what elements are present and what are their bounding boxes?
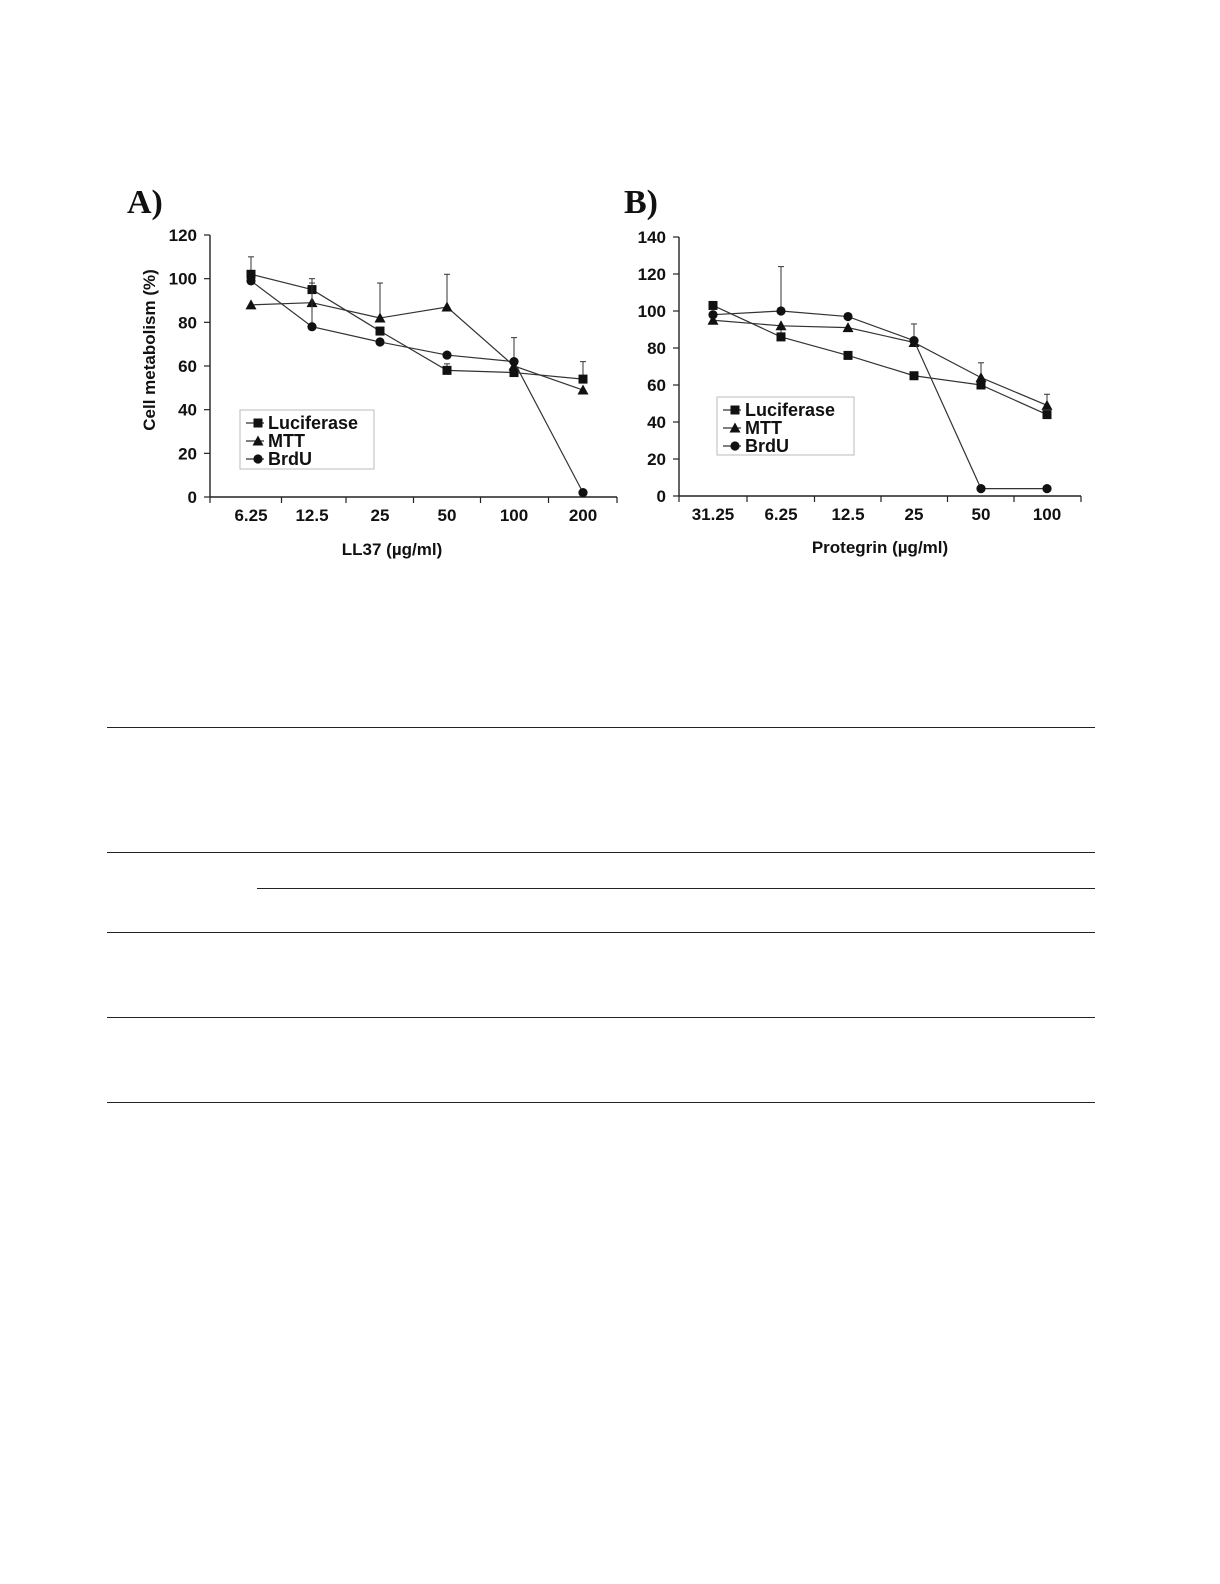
table-rule-bottom: [107, 1102, 1095, 1103]
y-tick-label: 60: [647, 376, 666, 395]
series-mtt: [246, 274, 589, 394]
data-point: [844, 351, 853, 360]
y-tick-label: 120: [637, 265, 666, 284]
series-line: [251, 274, 583, 379]
x-axis-title: Protegrin (µg/ml): [811, 538, 949, 557]
legend: [240, 410, 374, 469]
data-point: [1043, 410, 1052, 419]
x-tick-label: 100: [1032, 505, 1062, 524]
legend-marker: [254, 419, 263, 428]
chart-panel-b: [624, 184, 1081, 557]
y-tick-label: 0: [187, 488, 197, 507]
x-tick-label: 31.25: [691, 505, 735, 524]
data-point: [579, 375, 588, 384]
y-tick-label: 40: [647, 413, 666, 432]
x-tick-label: 12.5: [831, 505, 865, 524]
legend-label: BrdU: [745, 436, 789, 456]
x-tick-label: 50: [971, 505, 991, 524]
x-tick-label: 25: [904, 505, 924, 524]
data-point: [708, 310, 717, 319]
data-point: [976, 372, 987, 382]
series-brdu: [708, 267, 1051, 494]
data-point: [578, 385, 589, 395]
data-point: [709, 301, 718, 310]
x-tick-label: 12.5: [295, 506, 329, 525]
data-point: [376, 327, 385, 336]
table-rule-header: [107, 852, 1095, 853]
y-axis-title: Cell metabolism (%): [140, 269, 159, 431]
data-point: [375, 337, 384, 346]
legend-marker: [253, 454, 262, 463]
x-tick-label: 6.25: [234, 506, 268, 525]
panel-label: B): [624, 184, 658, 221]
data-point: [776, 306, 785, 315]
data-point: [1042, 484, 1051, 493]
data-point: [578, 488, 587, 497]
table-rule-top: [107, 727, 1095, 728]
y-tick-label: 40: [178, 400, 197, 420]
chart-panel-a: [127, 184, 617, 559]
legend-marker: [730, 441, 739, 450]
data-point: [246, 276, 255, 285]
panel-label: A): [127, 184, 163, 221]
y-tick-label: 60: [178, 357, 197, 376]
data-point: [1042, 400, 1053, 410]
legend-label: Luciferase: [745, 400, 836, 420]
x-axis-title: LL37 (µg/ml): [341, 540, 443, 559]
data-point: [509, 357, 518, 366]
table-rule-subheader: [257, 888, 1095, 889]
y-tick-label: 0: [656, 487, 666, 506]
data-point: [976, 484, 985, 493]
data-point: [442, 350, 451, 359]
data-point: [843, 312, 852, 321]
series-luciferase: [247, 257, 588, 384]
table-rule-row-1: [107, 932, 1095, 933]
legend: [717, 397, 854, 456]
data-point: [910, 371, 919, 380]
legend-marker: [731, 406, 740, 415]
legend-label: BrdU: [268, 449, 312, 469]
legend-label: MTT: [268, 431, 305, 451]
y-tick-label: 120: [168, 226, 197, 245]
y-tick-label: 100: [168, 269, 197, 289]
x-tick-label: 50: [437, 506, 457, 525]
y-tick-label: 80: [178, 313, 197, 333]
legend-label: Luciferase: [268, 413, 359, 433]
data-point: [442, 302, 453, 312]
data-point: [909, 336, 918, 345]
legend-label: MTT: [745, 418, 782, 438]
data-point: [777, 332, 786, 341]
data-point: [443, 366, 452, 375]
y-tick-label: 80: [647, 339, 666, 358]
x-tick-label: 6.25: [764, 505, 798, 524]
x-tick-label: 100: [499, 506, 529, 525]
y-tick-label: 100: [637, 302, 666, 321]
y-tick-label: 20: [647, 450, 666, 469]
data-point: [307, 322, 316, 331]
x-tick-label: 25: [370, 506, 390, 525]
table-rule-row-2: [107, 1017, 1095, 1018]
series-line: [251, 303, 583, 390]
y-tick-label: 20: [178, 444, 197, 464]
x-tick-label: 200: [568, 506, 598, 525]
y-tick-label: 140: [637, 228, 666, 247]
series-mtt: [708, 315, 1053, 410]
